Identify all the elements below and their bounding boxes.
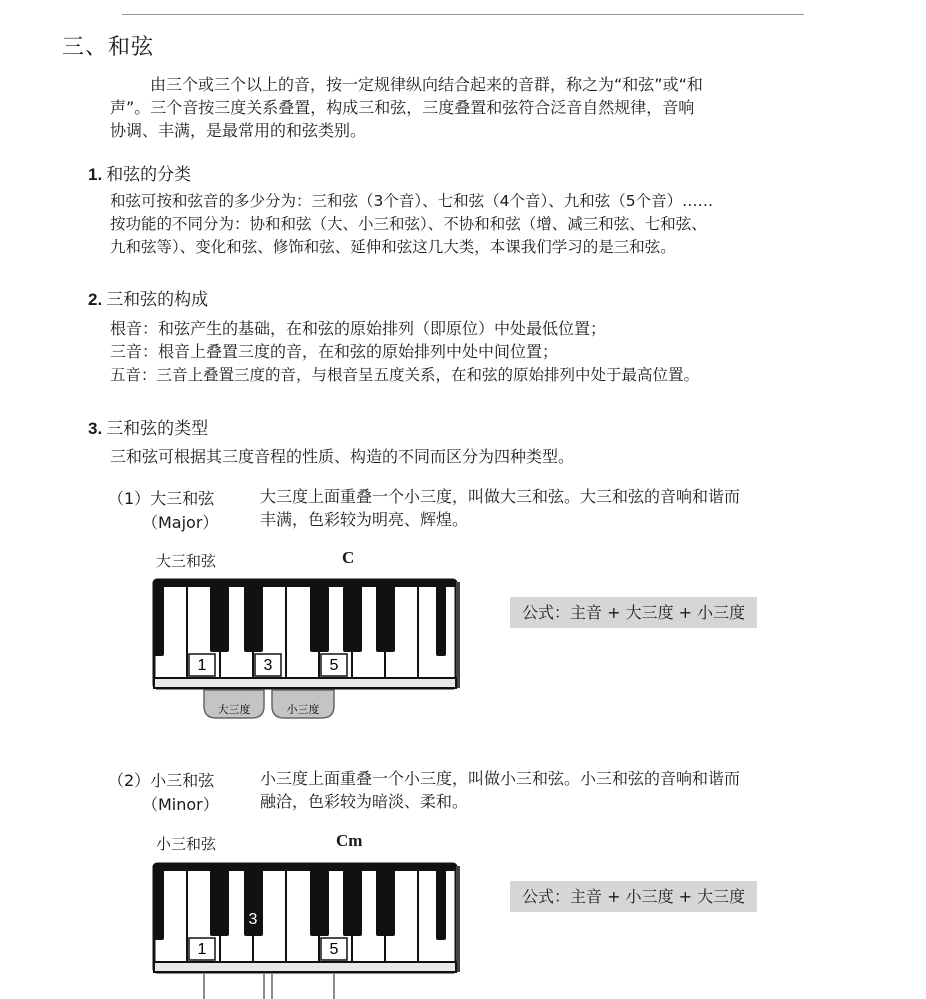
- part2-number: 2.: [88, 290, 103, 309]
- minor-english: （Minor）: [142, 795, 219, 814]
- minor-chord-symbol: Cm: [336, 831, 363, 850]
- major-english: （Major）: [142, 513, 219, 532]
- major-key-third: 3: [263, 657, 273, 674]
- part3-title: 三和弦的类型: [106, 419, 209, 439]
- minor-key-root: 1: [197, 941, 207, 958]
- major-bracket-minor-third: 小三度: [286, 704, 320, 716]
- major-bracket-major-third: 大三度: [217, 704, 251, 716]
- minor-key-fifth: 5: [329, 941, 339, 958]
- section-title: 三、和弦: [62, 35, 155, 60]
- major-chord-symbol: C: [342, 548, 355, 567]
- part2-line-1: 根音：和弦产生的基础，在和弦的原始排列（即原位）中处最低位置；: [110, 319, 607, 338]
- top-rule: [122, 14, 804, 15]
- major-key-root: 1: [197, 657, 207, 674]
- intro-line-1: 由三个或三个以上的音，按一定规律纵向结合起来的音群，称之为“和弦”或“和: [150, 75, 703, 94]
- part2-title: 三和弦的构成: [106, 290, 209, 310]
- major-keyboard: [152, 578, 460, 724]
- minor-key-third: 3: [248, 911, 258, 928]
- major-desc-2: 丰满，色彩较为明亮、辉煌。: [260, 510, 469, 529]
- minor-name: 小三和弦: [150, 771, 215, 790]
- part1-heading: [88, 160, 191, 185]
- major-key-fifth: 5: [329, 657, 339, 674]
- part1-line-1: 和弦可按和弦音的多少分为：三和弦（3个音）、七和弦（4个音）、九和弦（5个音）……: [110, 192, 714, 210]
- part1-line-3: 九和弦等）、变化和弦、修饰和弦、延伸和弦这几大类，本课我们学习的是三和弦。: [110, 238, 676, 256]
- part2-heading: [88, 285, 208, 310]
- part3-line: 三和弦可根据其三度音程的性质、构造的不同而区分为四种类型。: [110, 447, 575, 466]
- part1-number: 1.: [88, 165, 103, 184]
- minor-keyboard: [152, 862, 460, 999]
- major-diagram-label: 大三和弦: [156, 552, 217, 570]
- part2-line-2: 三音：根音上叠置三度的音，在和弦的原始排列中处中间位置；: [110, 342, 559, 361]
- major-index: （1）: [108, 489, 151, 508]
- major-formula: 公式：主音 + 大三度 + 小三度: [510, 597, 757, 628]
- minor-desc-2: 融洽，色彩较为暗淡、柔和。: [260, 792, 469, 811]
- part3-number: 3.: [88, 419, 103, 438]
- part1-title: 和弦的分类: [106, 165, 192, 185]
- minor-index: （2）: [108, 771, 151, 790]
- major-name: 大三和弦: [150, 489, 215, 508]
- intro-line-3: 协调、丰满，是最常用的和弦类别。: [110, 121, 367, 140]
- minor-diagram-label: 小三和弦: [156, 835, 217, 853]
- minor-formula: 公式：主音 + 小三度 + 大三度: [510, 881, 757, 912]
- major-desc-1: 大三度上面重叠一个小三度，叫做大三和弦。大三和弦的音响和谐而: [260, 487, 741, 506]
- minor-desc-1: 小三度上面重叠一个小三度，叫做小三和弦。小三和弦的音响和谐而: [260, 769, 741, 788]
- intro-line-2: 声”。三个音按三度关系叠置，构成三和弦，三度叠置和弦符合泛音自然规律，音响: [110, 98, 695, 117]
- part2-line-3: 五音：三音上叠置三度的音，与根音呈五度关系，在和弦的原始排列中处于最高位置。: [110, 366, 700, 384]
- minor-heading: [108, 768, 214, 791]
- part3-heading: [88, 414, 208, 439]
- major-heading: [108, 486, 214, 509]
- part1-line-2: 按功能的不同分为：协和和弦（大、小三和弦）、不协和和弦（增、减三和弦、七和弦、: [110, 215, 707, 233]
